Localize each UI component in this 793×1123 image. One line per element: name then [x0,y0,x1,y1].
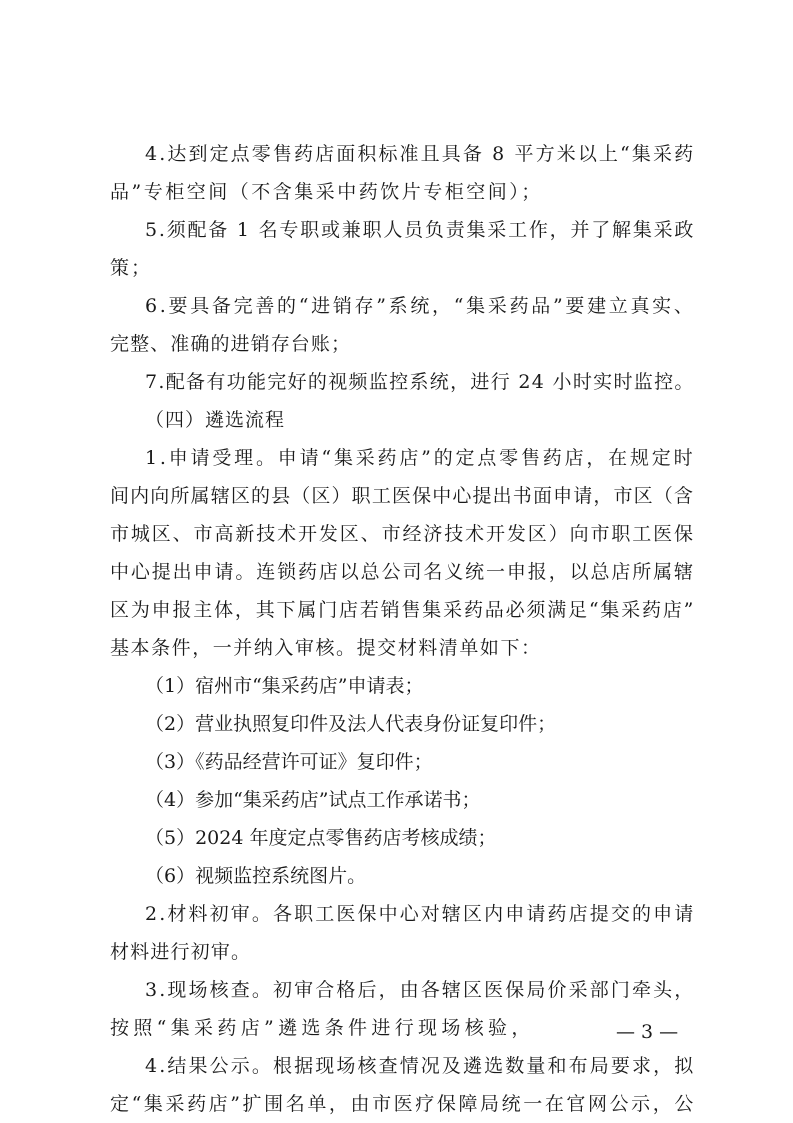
text-line: 基本条件，一并纳入审核。提交材料清单如下： [110,637,542,659]
list-item: （6）视频监控系统图片。 [145,865,367,887]
text-line: 策； [110,257,153,279]
list-item: （3）《药品经营许可证》复印件； [145,751,433,773]
text-line: 按照“集采药店”遴选条件进行现场核验， [110,1017,535,1039]
text-line: 4.达到定点零售药店面积标准且具备 8 平方米以上“集采药 [145,143,696,165]
list-item: （1）宿州市“集采药店”申请表； [145,675,424,697]
text-line: 1.申请受理。申请“集采药店”的定点零售药店，在规定时 [145,447,696,469]
text-line: 3.现场核查。初审合格后，由各辖区医保局价采部门牵头， [145,979,696,1001]
list-item: （5）2024 年度定点零售药店考核成绩； [145,827,497,849]
text-line: 定“集采药店”扩围名单，由市医疗保障局统一在官网公示，公 [110,1093,696,1115]
text-line: 6.要具备完善的“进销存”系统，“集采药品”要建立真实、 [145,295,696,317]
list-item: （2）营业执照复印件及法人代表身份证复印件； [145,713,557,735]
text-line: 间内向所属辖区的县（区）职工医保中心提出书面申请，市区（含 [110,485,695,507]
text-line: 品”专柜空间（不含集采中药饮片专柜空间）； [110,181,543,203]
text-line: 中心提出申请。连锁药店以总公司名义统一申报，以总店所属辖 [110,561,695,583]
list-item: （4）参加“集采药店”试点工作承诺书； [145,789,481,811]
text-line: 完整、准确的进销存台账； [110,333,352,355]
text-line: 区为申报主体，其下属门店若销售集采药品必须满足“集采药店” [110,599,696,621]
text-line: 7.配备有功能完好的视频监控系统，进行 24 小时实时监控。 [145,371,695,393]
text-line: 5.须配备 1 名专职或兼职人员负责集采工作，并了解集采政 [145,219,696,241]
page-number: — 3 — [616,1021,679,1043]
text-line: 材料进行初审。 [110,941,252,963]
text-line: 市城区、市高新技术开发区、市经济技术开发区）向市职工医保 [110,523,695,545]
text-line: 2.材料初审。各职工医保中心对辖区内申请药店提交的申请 [145,903,696,925]
text-line: 4.结果公示。根据现场核查情况及遴选数量和布局要求，拟 [145,1055,696,1077]
section-heading: （四）遴选流程 [145,409,286,431]
